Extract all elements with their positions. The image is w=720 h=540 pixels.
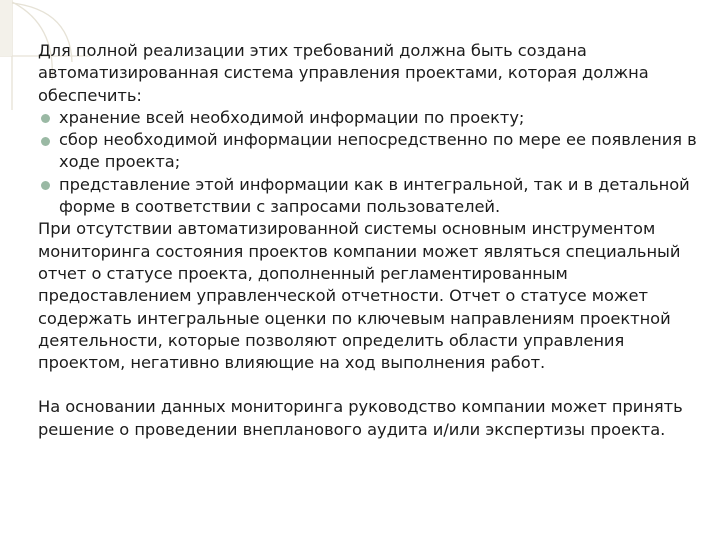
bullet-dot-icon: [41, 114, 50, 123]
bullet-dot-icon: [41, 137, 50, 146]
intro-text: Для полной реализации этих требований должна быть создана автоматизированная система управления проектами, которая должна обеспечить:: [38, 41, 649, 105]
paragraph-gap: [38, 374, 714, 396]
bullet-text: представление этой информации как в интегральной, так и в детальной форме в соответствии с запросами пользователей.: [59, 174, 690, 217]
bullet-dot-icon: [41, 181, 50, 190]
bullet-text: сбор необходимой информации непосредственно по мере ее появления в ходе проекта;: [59, 130, 697, 172]
audit-paragraph: На основании данных мониторинга руководство компании может принять решение о проведении внепланового аудита и/или экспертизы проекта.: [38, 397, 683, 439]
bullet-item: [38, 107, 714, 129]
bullet-item: [38, 174, 714, 219]
status-report-paragraph: При отсутствии автоматизированной системы основным инструментом мониторинга состояния проектов компании может являться специальный отчет о статусе проекта, дополненный регламентированным предоставлением управленческой отчетности. Отчет о статусе может содержать интегральные оценки по ключевым направлениям проектной деятельности, которые позволяют определить области управления проектом, негативно влияющие на ход выполнения работ.: [38, 219, 681, 373]
bullet-item: [38, 129, 714, 174]
bullet-text: хранение всей необходимой информации по проекту;: [59, 107, 525, 127]
slide-body: [38, 40, 714, 441]
